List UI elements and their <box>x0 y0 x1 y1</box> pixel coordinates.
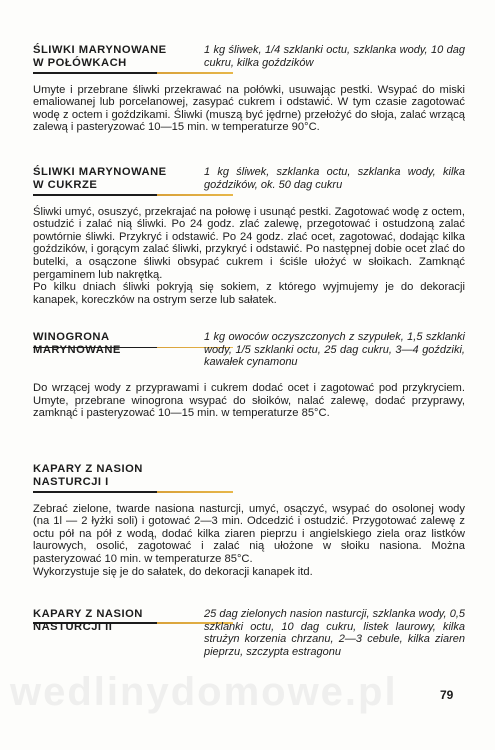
recipe-plums-halves <box>33 44 465 134</box>
recipe-capers-1 <box>33 463 465 578</box>
recipe-header <box>33 166 465 192</box>
title-underline <box>33 72 233 74</box>
recipe-title: ŚLIWKI MARYNOWANE W CUKRZE <box>33 166 167 191</box>
recipe-title: KAPARY Z NASION NASTURCJI I <box>33 463 143 488</box>
recipe-instructions <box>33 84 465 134</box>
title-underline <box>33 491 233 493</box>
paragraph: Po kilku dniach śliwki pokryją się sokiem, z którego wyjmujemy je do dekoracji kanapek, koreczków na ostrym serze lub sałatek. <box>33 281 465 306</box>
page-number: 79 <box>440 688 454 702</box>
recipe-instructions <box>33 382 465 420</box>
paragraph: Zebrać zielone, twarde nasiona nasturcji, umyć, osączyć, wsypać do osolonej wody (na 1l — 2 łyżki soli) i gotować 2—3 min. Odcedzić i ostudzić. Przygotować zalewę z octu pół na pół z wodą, dodać kilka ziaren pieprzu i angielskiego ziela oraz listków laurowych, osolić, zagotować i zalać nią ułożone w słoiku nasiona. Można pasteryzować 10 min. w temperaturze 85°C. <box>33 502 465 565</box>
recipe-ingredients: 1 kg owoców oczyszczonych z szypułek, 1,5 szklanki wody, 1/5 szklanki octu, 25 dag cukru, 3—4 goździki, kawałek cynamonu <box>204 331 465 368</box>
recipe-title: KAPARY Z NASION NASTURCJI II <box>33 608 143 633</box>
recipe-capers-2 <box>33 608 465 658</box>
recipe-ingredients: 1 kg śliwek, 1/4 szklanki octu, szklanka wody, 10 dag cukru, kilka goździków <box>204 44 465 69</box>
paragraph: Wykorzystuje się je do sałatek, do dekoracji kanapek itd. <box>33 565 313 578</box>
recipe-ingredients: 1 kg śliwek, szklanka octu, szklanka wody, kilka goździków, ok. 50 dag cukru <box>204 166 465 191</box>
recipe-header <box>33 608 465 658</box>
recipe-title: WINOGRONA MARYNOWANE <box>33 331 121 356</box>
paragraph: Umyte i przebrane śliwki przekrawać na połówki, usuwając pestki. Wsypać do miski emaliowanej lub porcelanowej, zasypać cukrem i odstawić. W tym czasie zagotować wodę z octem i goździkami. Śliwki (muszą być jędrne) przełożyć do słoja, zalać wrzącą zalewą i pasteryzować 10—15 min. w temperaturze 90°C. <box>33 83 465 134</box>
paragraph: Do wrzącej wody z przyprawami i cukrem dodać ocet i zagotować pod przykryciem. Umyte, przebrane winogrona wsypać do słoików, nalać zalewę, dodać przyprawy, zamknąć i pasteryzować 10—15 min. w temperaturze 85°C. <box>33 382 465 420</box>
recipe-header <box>33 331 465 369</box>
recipe-ingredients: 25 dag zielonych nasion nasturcji, szklanka wody, 0,5 szklanki octu, 10 dag cukru, listek laurowy, kilka strużyn korzenia chrzanu, 2—3 cebule, kilka ziaren pieprzu, szczypta estragonu <box>204 608 465 658</box>
title-underline <box>33 194 233 196</box>
recipe-grapes <box>33 331 465 420</box>
recipe-plums-sugar <box>33 166 465 306</box>
paragraph: Śliwki umyć, osuszyć, przekrajać na połowę i usunąć pestki. Zagotować wodę z octem, ostudzić i zalać nią śliwki. Po 24 godz. zlać zalewę, przegotować i ostudzoną zalać powtórnie śliwki. Przykryć i odstawić. Po 24 godz. zlać ocet, zagotować, dodając kilka goździków, i gorącym zalać śliwki, przykryć i odstawić. Po następnej dobie ocet zlać do butelki, a osączone śliwki obsypać cukrem i ściśle ułożyć w słoikach. Zamknąć pergaminem lub nakrętką. <box>33 205 465 281</box>
recipe-instructions <box>33 206 465 307</box>
watermark: wedlinydomowe.pl <box>10 670 398 714</box>
recipe-header <box>33 463 465 489</box>
recipe-title: ŚLIWKI MARYNOWANE W POŁÓWKACH <box>33 44 167 69</box>
recipe-header <box>33 44 465 70</box>
recipe-instructions <box>33 503 465 579</box>
